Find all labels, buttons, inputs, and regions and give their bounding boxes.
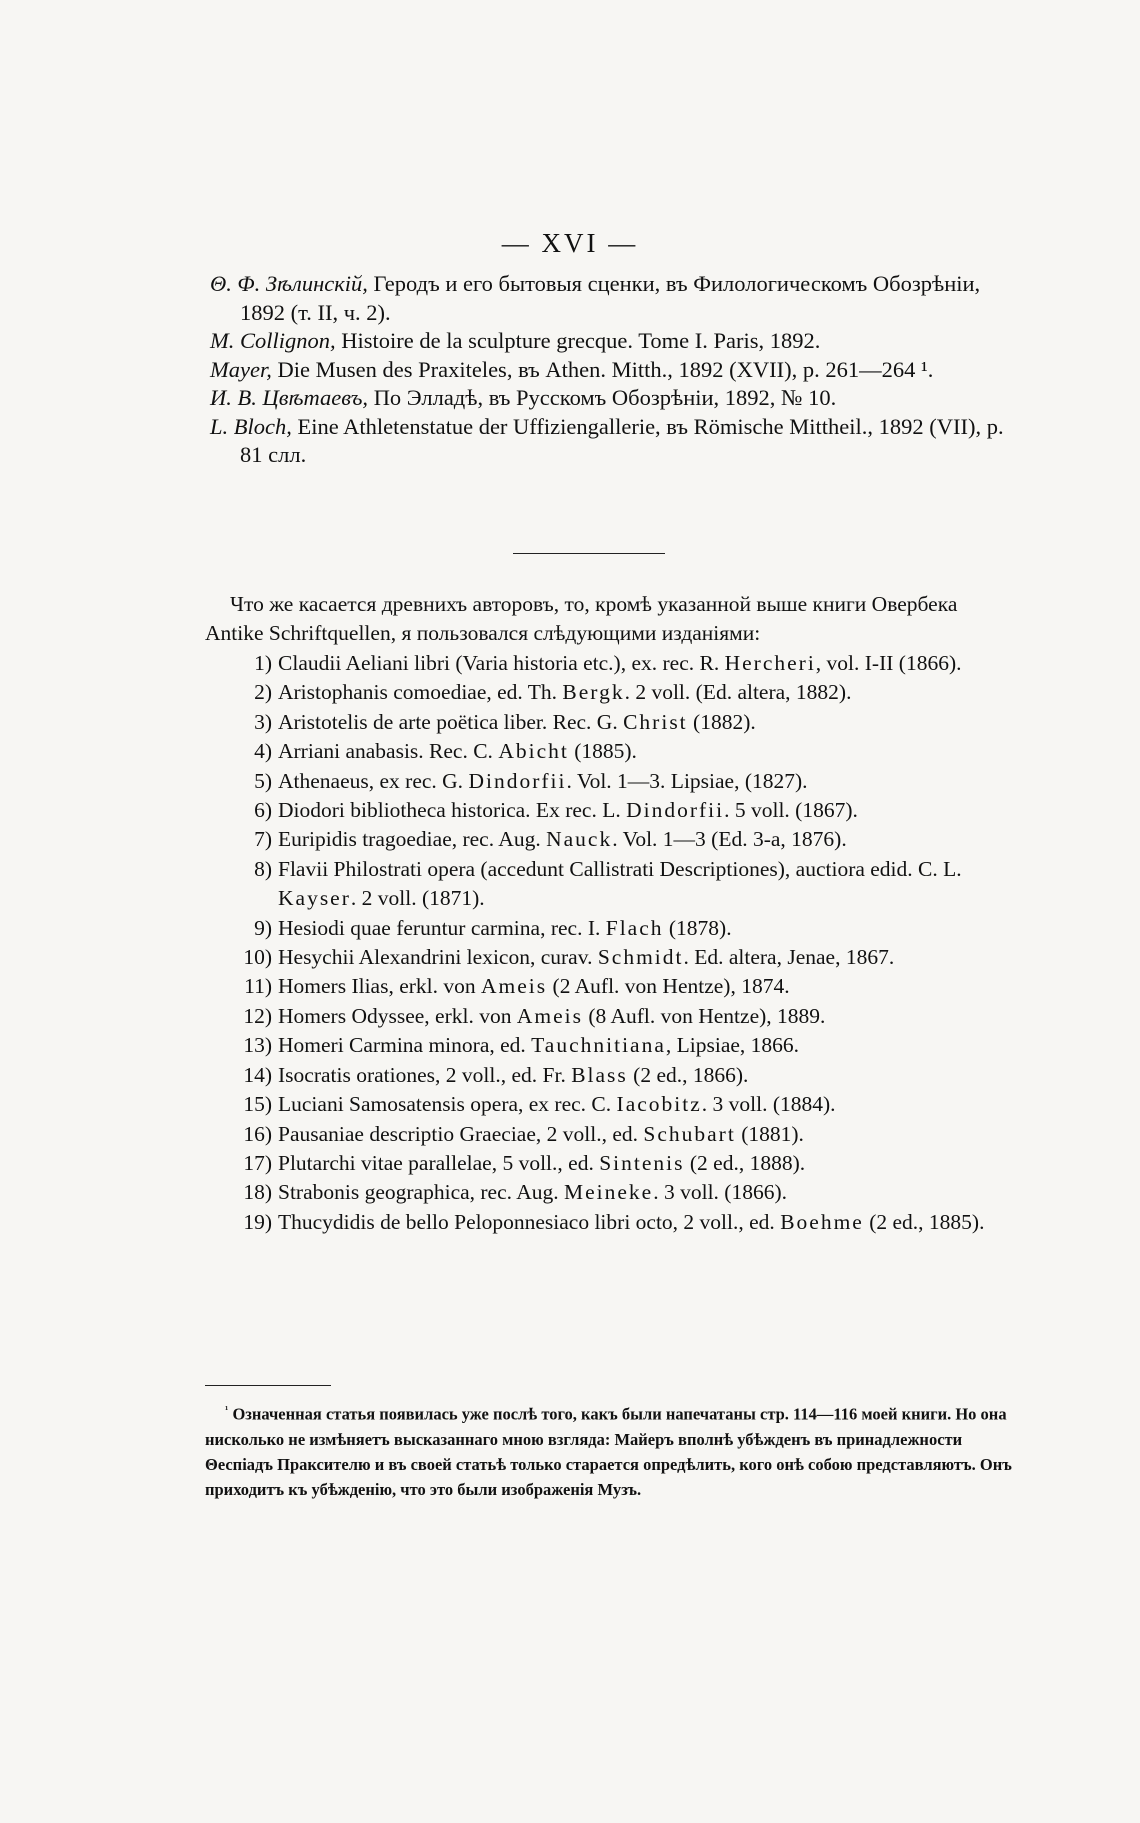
- source-number: 17): [243, 1150, 272, 1175]
- source-number: 11): [244, 974, 272, 999]
- source-text-end: (1885).: [568, 739, 637, 764]
- source-text-end: . 5 voll. (1867).: [724, 798, 858, 823]
- bibliography-entry: [210, 327, 1020, 356]
- source-editor: Dindorfii: [626, 798, 725, 823]
- source-editor: Kayser: [278, 886, 351, 911]
- source-editor: Schubart: [643, 1121, 736, 1146]
- entry-text: Eine Athletenstatue der Uffiziengallerie, въ Römische Mittheil., 1892 (VII), p. 81 слл.: [240, 413, 1004, 467]
- source-item: [222, 1002, 1022, 1031]
- bibliography-entry: [210, 356, 1020, 385]
- source-number: 8): [254, 856, 272, 881]
- source-number: 7): [254, 827, 272, 852]
- source-text: Thucydidis de bello Peloponnesiaco libri octo, 2 voll., ed.: [278, 1209, 781, 1234]
- source-editor: Abicht: [498, 739, 569, 764]
- sources-intro: Что же касается древнихъ авторовъ, то, кромѣ указанной выше книги Овербека Antike Schriftquellen, я пользовался слѣдующими изданіями:: [205, 592, 958, 645]
- source-number: 4): [254, 739, 272, 764]
- source-editor: Dindorfii: [468, 768, 567, 793]
- entry-text: Die Musen des Praxiteles, въ Athen. Mitth., 1892 (XVII), p. 261—264 ¹.: [271, 356, 934, 382]
- source-text-end: . 2 voll. (Ed. altera, 1882).: [624, 680, 852, 705]
- source-item: [222, 1090, 1022, 1119]
- bibliography-entry: [210, 384, 1020, 413]
- source-item: [222, 972, 1022, 1001]
- section-divider: [513, 553, 665, 554]
- source-editor: Schmidt: [597, 945, 684, 970]
- source-text-end: (1882).: [687, 709, 756, 734]
- source-text: Claudii Aeliani libri (Varia historia etc.), ex. rec. R.: [278, 651, 725, 675]
- bibliography-entry: [210, 413, 1020, 470]
- source-editor: Iacobitz: [616, 1092, 702, 1117]
- source-number: 6): [254, 798, 272, 823]
- source-text: Homeri Carmina minora, ed.: [278, 1033, 532, 1058]
- source-text-end: (2 ed., 1866).: [627, 1062, 749, 1087]
- source-number: 5): [254, 768, 272, 793]
- footnote-text: Означенная статья появилась уже послѣ того, какъ были напечатаны стр. 114—116 моей книги. Но она нисколько не измѣняетъ высказаннаго мною взгляда: Майеръ вполнѣ убѣжденъ въ принадлежности Θеспіадъ Праксителю и въ своей статьѣ только старается опредѣлить, кого онѣ собою представляютъ. Онъ приходитъ къ убѣжденію, что это были изображенія Музъ.: [205, 1404, 1012, 1499]
- source-editor: Flach: [605, 915, 664, 940]
- source-text: Euripidis tragoediae, rec. Aug.: [278, 827, 547, 852]
- source-text: Flavii Philostrati opera (accedunt Callistrati Descriptiones), auctiora edid. C. L.: [278, 856, 962, 881]
- source-editor: Bergk: [562, 680, 625, 705]
- source-number: 9): [254, 915, 272, 940]
- source-item: [222, 708, 1022, 737]
- source-item: [222, 943, 1022, 972]
- source-number: 3): [254, 709, 272, 734]
- source-editor: Tauchnitiana: [531, 1033, 666, 1058]
- source-number: 13): [243, 1033, 272, 1058]
- source-text: Aristophanis comoediae, ed. Th.: [278, 680, 563, 705]
- source-item: [222, 649, 1022, 678]
- source-editor: Sintenis: [599, 1150, 685, 1175]
- source-editor: Blass: [571, 1062, 628, 1087]
- source-text: Athenaeus, ex rec. G.: [278, 768, 469, 793]
- entry-author: Mayer,: [210, 356, 272, 382]
- source-number: 19): [243, 1209, 272, 1234]
- entry-text: По Элладѣ, въ Русскомъ Обозрѣніи, 1892, № 10.: [368, 385, 837, 410]
- source-text: Arriani anabasis. Rec. C.: [278, 739, 499, 764]
- entry-author: Θ. Φ. Зѣлинскій,: [210, 271, 368, 296]
- source-item: [222, 825, 1022, 854]
- bibliography-list: [210, 270, 1020, 470]
- source-item: [222, 678, 1022, 707]
- footnote: [205, 1398, 1020, 1502]
- source-text-end: . Ed. altera, Jenae, 1867.: [683, 945, 895, 970]
- source-text: Isocratis orationes, 2 voll., ed. Fr.: [278, 1062, 572, 1087]
- source-text-end: (2 ed., 1888).: [684, 1150, 806, 1175]
- sources-list: [222, 649, 1022, 1237]
- source-text: Aristotelis de arte poëtica liber. Rec. G.: [278, 709, 624, 734]
- source-item: [222, 855, 1022, 914]
- source-text-end: . Vol. 1—3. Lipsiae, (1827).: [566, 768, 808, 793]
- entry-author: L. Bloch,: [210, 413, 292, 439]
- source-text-end: , Lipsiae, 1866.: [665, 1033, 800, 1058]
- source-item: [222, 796, 1022, 825]
- source-number: 12): [243, 1003, 272, 1028]
- source-text-end: (1881).: [735, 1121, 804, 1146]
- source-editor: Meineke: [564, 1180, 654, 1205]
- source-text-end: . Vol. 1—3 (Ed. 3-a, 1876).: [612, 827, 847, 852]
- source-text-end: (2 ed., 1885).: [863, 1209, 985, 1234]
- bibliography-entry: [210, 270, 1020, 327]
- source-number: 18): [243, 1180, 272, 1205]
- source-item: [222, 1149, 1022, 1178]
- source-item: [222, 1208, 1022, 1237]
- source-number: 14): [243, 1062, 272, 1087]
- footnote-divider: [205, 1385, 331, 1386]
- source-text-end: (8 Aufl. von Hentze), 1889.: [582, 1003, 826, 1028]
- source-number: 2): [254, 680, 272, 705]
- source-editor: Ameis: [481, 974, 548, 999]
- source-number: 10): [243, 945, 272, 970]
- source-editor: Ameis: [516, 1003, 583, 1028]
- source-item: [222, 1178, 1022, 1207]
- source-text: Hesiodi quae feruntur carmina, rec. I.: [278, 915, 606, 940]
- source-number: 16): [243, 1121, 272, 1146]
- source-editor: Christ: [623, 709, 688, 734]
- source-text-end: . 3 voll. (1884).: [701, 1092, 836, 1117]
- source-item: [222, 1031, 1022, 1060]
- source-text: Diodori bibliotheca historica. Ex rec. L.: [278, 798, 627, 823]
- entry-text: Histoire de la sculpture grecque. Tome I. Paris, 1892.: [335, 328, 821, 353]
- entry-author: И. В. Цвѣтаевъ,: [210, 385, 369, 410]
- source-editor: Hercheri: [724, 651, 816, 675]
- source-text: Plutarchi vitae parallelae, 5 voll., ed.: [278, 1150, 600, 1175]
- source-text-end: (2 Aufl. von Hentze), 1874.: [547, 974, 790, 999]
- source-text-end: (1878).: [663, 915, 732, 940]
- source-item: [222, 767, 1022, 796]
- source-text: Pausaniae descriptio Graeciae, 2 voll., ed.: [278, 1121, 644, 1146]
- source-text-end: . 3 voll. (1866).: [653, 1180, 787, 1205]
- footnote-mark: ¹: [225, 1404, 229, 1416]
- source-text-end: , vol. I-II (1866).: [815, 651, 962, 675]
- source-text-end: . 2 voll. (1871).: [350, 886, 485, 911]
- source-text: Hesychii Alexandrini lexicon, curav.: [278, 945, 598, 970]
- source-item: [222, 1061, 1022, 1090]
- source-number: 15): [243, 1092, 272, 1117]
- entry-text: Геродъ и его бытовыя сценки, въ Филологическомъ Обозрѣніи, 1892 (т. II, ч. 2).: [240, 271, 981, 325]
- source-editor: Nauck: [546, 827, 613, 852]
- source-text: Luciani Samosatensis opera, ex rec. C.: [278, 1092, 617, 1117]
- source-text: Homers Ilias, erkl. von: [278, 974, 482, 999]
- source-text: Homers Odyssee, erkl. von: [278, 1003, 517, 1028]
- source-editor: Boehme: [780, 1209, 864, 1234]
- source-item: [222, 1120, 1022, 1149]
- page-number: — XVI —: [501, 228, 639, 258]
- source-text: Strabonis geographica, rec. Aug.: [278, 1180, 564, 1205]
- source-number: 1): [254, 651, 272, 675]
- source-item: [222, 914, 1022, 943]
- source-item: [222, 737, 1022, 766]
- entry-author: M. Collignon,: [210, 328, 336, 353]
